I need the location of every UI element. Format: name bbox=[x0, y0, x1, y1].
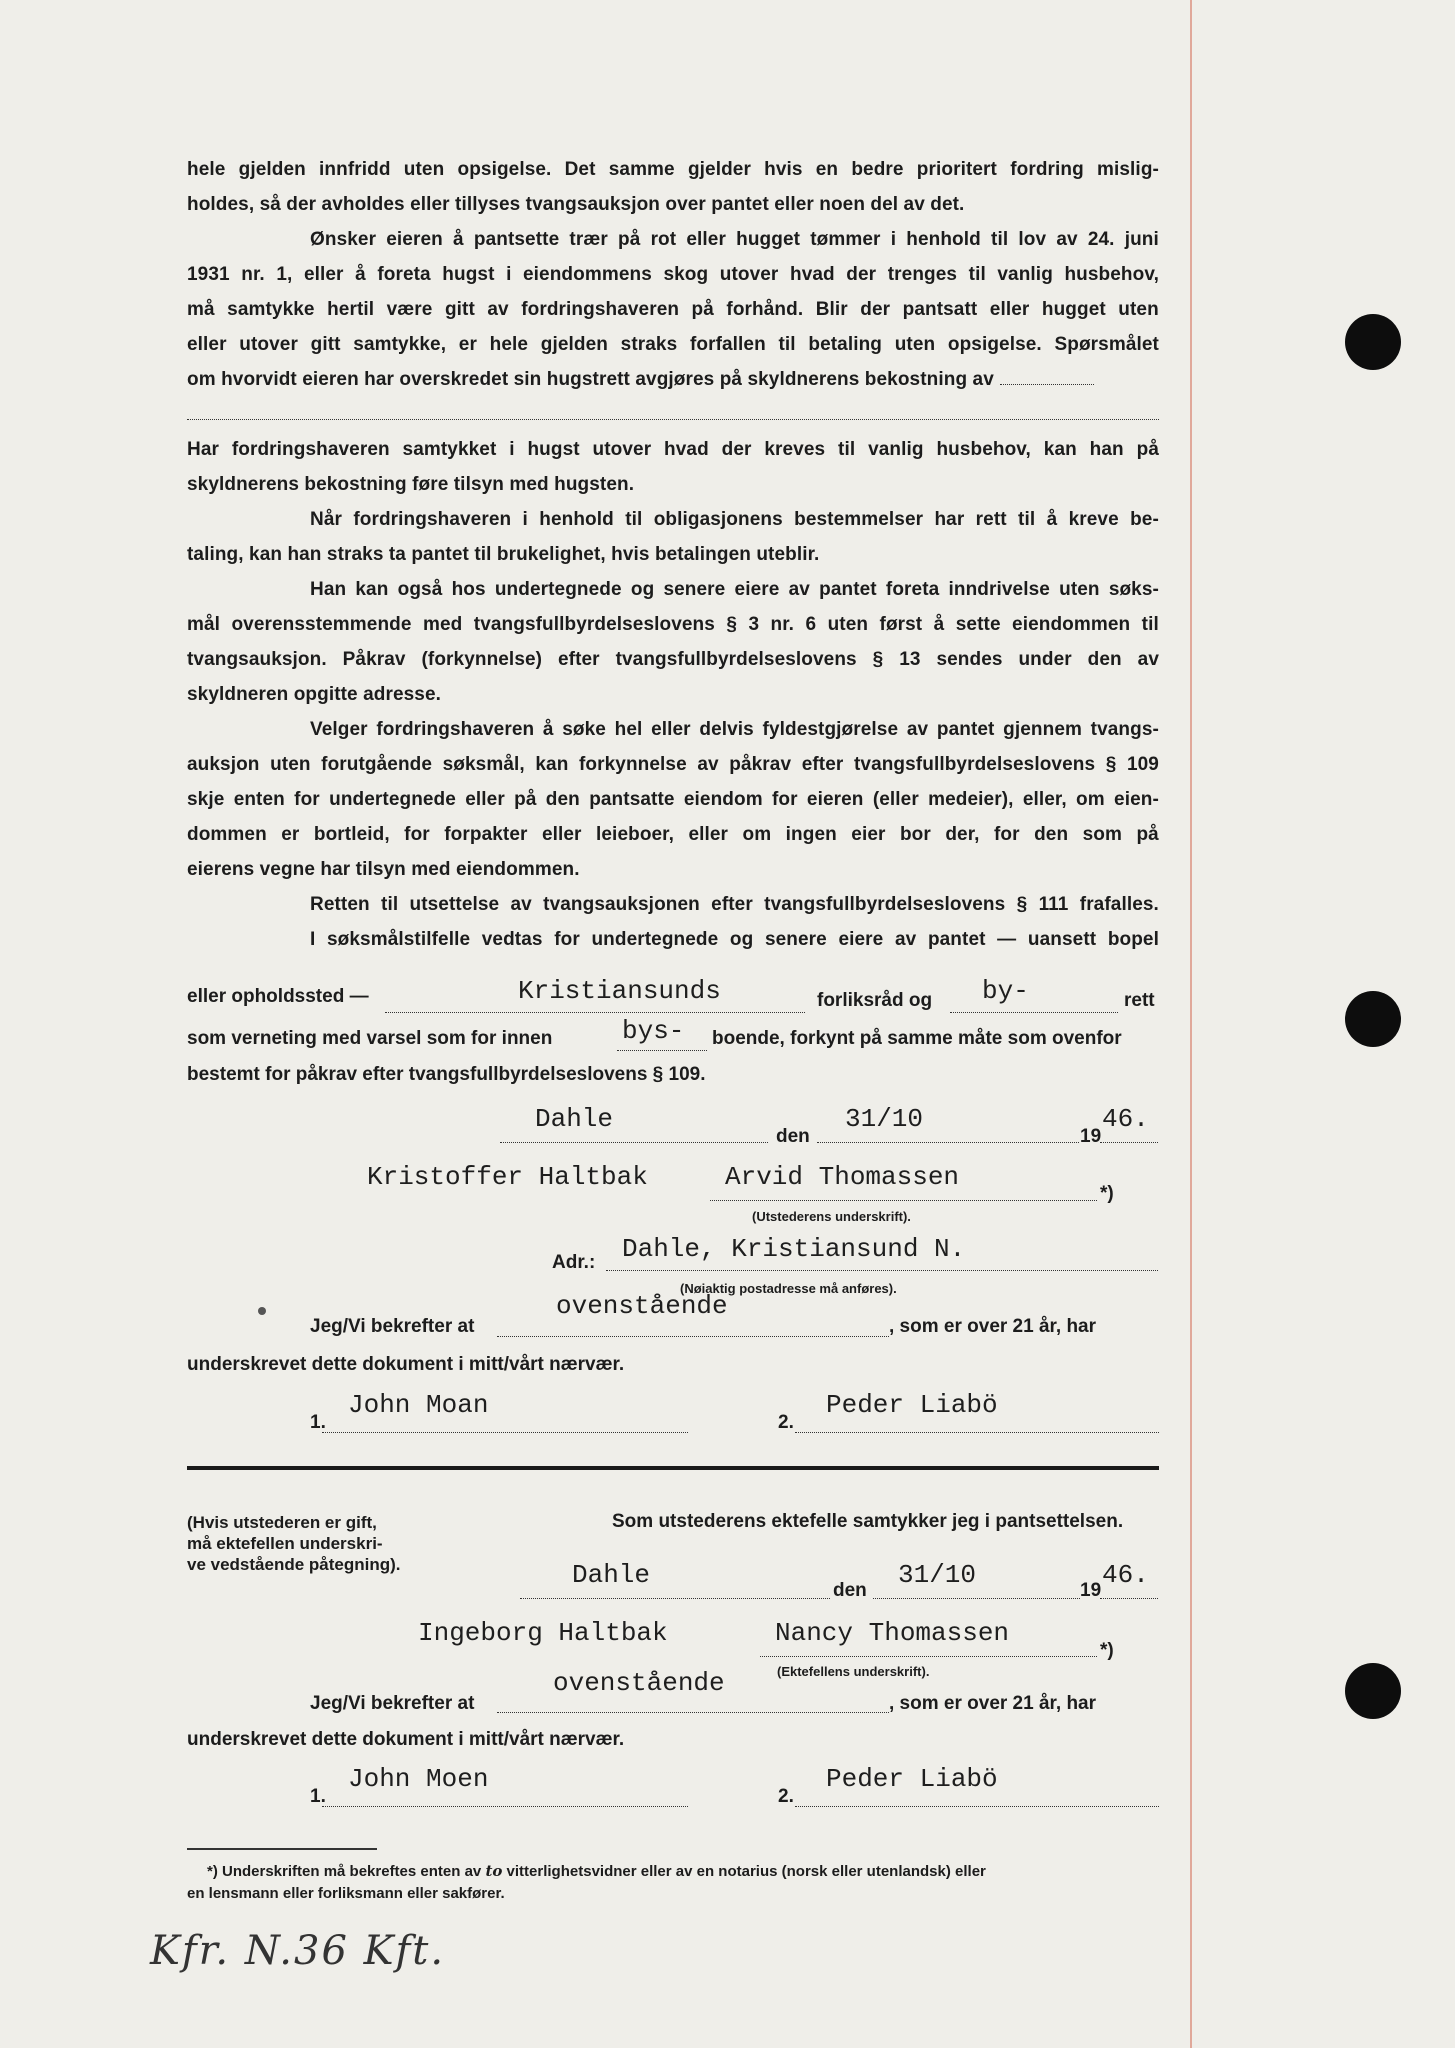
sig1-adr-caption: (Nøiaktig postadresse må anføres). bbox=[680, 1281, 897, 1296]
body-line: I søksmålstilfelle vedtas for undertegnede og senere eiere av pantet — uansett bopel bbox=[310, 929, 1159, 950]
body-line: taling, kan han straks ta pantet til brukelighet, hvis betalingen uteblir. bbox=[187, 544, 820, 565]
venue-mid: forliksråd og bbox=[817, 990, 933, 1011]
body-line: skyldneren opgitte adresse. bbox=[187, 684, 442, 705]
spouse-note-line: (Hvis utstederen er gift, bbox=[187, 1513, 377, 1532]
sig1-year-prefix: 19 bbox=[1080, 1126, 1102, 1147]
spouse-year: 46. bbox=[1102, 1560, 1149, 1590]
spouse-confirm-value: ovenstående bbox=[553, 1668, 725, 1698]
sig1-issuer-b: Arvid Thomassen bbox=[725, 1162, 960, 1192]
body-line: eller utover gitt samtykke, er hele gjelden straks forfallen til betaling uten opsigelse. Spørsmålet bbox=[187, 334, 1159, 355]
venue-court-fill bbox=[385, 1012, 805, 1013]
spouse-w1-fill bbox=[322, 1806, 688, 1807]
venue-type-fill bbox=[950, 1012, 1118, 1013]
venue3: bestemt for påkrav efter tvangsfullbyrdelseslovens § 109. bbox=[187, 1064, 706, 1085]
sig1-place-fill bbox=[500, 1142, 768, 1143]
punch-hole-3 bbox=[1345, 1663, 1401, 1719]
sig1-confirm-value: ovenstående bbox=[556, 1291, 728, 1321]
sig1-issuer-fill bbox=[710, 1200, 1097, 1201]
body-line: Når fordringshaveren i henhold til obligasjonens bestemmelser har rett til å kreve be- bbox=[310, 509, 1159, 530]
body-line: skyldnerens bekostning føre tilsyn med hugsten. bbox=[187, 474, 635, 495]
spouse-w2-num: 2. bbox=[778, 1786, 794, 1807]
footnote bbox=[187, 1860, 986, 1905]
spouse-name-a: Ingeborg Haltbak bbox=[418, 1618, 668, 1648]
sig1-date: 31/10 bbox=[845, 1104, 924, 1134]
spouse-confirm-pre: Jeg/Vi bekrefter at bbox=[310, 1693, 475, 1714]
sig1-confirm-pre: Jeg/Vi bekrefter at bbox=[310, 1316, 475, 1337]
sig1-confirm-fill bbox=[497, 1336, 889, 1337]
sig1-w1-num: 1. bbox=[310, 1412, 326, 1433]
spouse-year-fill bbox=[1100, 1598, 1158, 1599]
margin-line bbox=[1190, 0, 1192, 2048]
spouse-star: *) bbox=[1100, 1640, 1114, 1661]
footnote-line-2: en lensmann eller forliksmann eller sakfører. bbox=[187, 1885, 505, 1902]
section-divider bbox=[187, 1466, 1159, 1470]
body-line: auksjon uten forutgående søksmål, kan forkynnelse av påkrav efter tvangsfullbyrdelseslovens § 109 bbox=[187, 754, 1159, 775]
sig1-w1-fill bbox=[322, 1432, 688, 1433]
spouse-name-fill bbox=[760, 1656, 1097, 1657]
spouse-place: Dahle bbox=[572, 1560, 651, 1590]
venue2-post: boende, forkynt på samme måte som ovenfor bbox=[712, 1028, 1122, 1049]
sig1-adr-label: Adr.: bbox=[552, 1252, 596, 1273]
spouse-note bbox=[187, 1512, 401, 1575]
venue-court-type: by- bbox=[982, 976, 1029, 1006]
body-line: tvangsauksjon. Påkrav (forkynnelse) efter tvangsfullbyrdelseslovens § 13 sendes under den av bbox=[187, 649, 1159, 670]
sig1-w2-num: 2. bbox=[778, 1412, 794, 1433]
body-line: mål overensstemmende med tvangsfullbyrdelseslovens § 3 nr. 6 uten først å sette eiendommen til bbox=[187, 614, 1159, 635]
body-line: Velger fordringshaveren å søke hel eller delvis fyldestgjørelse av pantet gjennem tvangs- bbox=[310, 719, 1159, 740]
footnote-rule bbox=[187, 1848, 377, 1850]
sig1-w2-fill bbox=[795, 1432, 1159, 1433]
venue-court: Kristiansunds bbox=[518, 976, 721, 1006]
spouse-consent: Som utstederens ektefelle samtykker jeg i pantsettelsen. bbox=[612, 1511, 1124, 1532]
venue-post: rett bbox=[1124, 990, 1155, 1011]
spouse-name-b: Nancy Thomassen bbox=[775, 1618, 1010, 1648]
body-line: om hvorvidt eieren har overskredet sin hugstrett avgjøres på skyldnerens bekostning av bbox=[187, 362, 1159, 397]
ink-dot bbox=[258, 1307, 266, 1315]
spouse-confirm-fill bbox=[497, 1712, 889, 1713]
spouse-confirm-line2: underskrevet dette dokument i mitt/vårt nærvær. bbox=[187, 1729, 625, 1750]
venue-pre: eller opholdssted — bbox=[187, 986, 369, 1007]
spouse-confirm-post: , som er over 21 år, har bbox=[889, 1693, 1097, 1714]
spouse-year-prefix: 19 bbox=[1080, 1580, 1102, 1601]
punch-hole-1 bbox=[1345, 314, 1401, 370]
spouse-caption: (Ektefellens underskrift). bbox=[777, 1664, 930, 1679]
sig1-confirm-line2: underskrevet dette dokument i mitt/vårt nærvær. bbox=[187, 1354, 625, 1375]
footnote-line-1: *) Underskriften må bekreftes enten av to vitterlighetsvidner eller av en notarius (norsk eller utenlandsk) eller bbox=[207, 1862, 986, 1880]
body-line: må samtykke hertil være gitt av fordringshaveren på forhånd. Blir der pantsatt eller hugget uten bbox=[187, 299, 1159, 320]
spouse-den: den bbox=[833, 1580, 867, 1601]
spouse-w2-fill bbox=[795, 1806, 1159, 1807]
body-line: skje enten for undertegnede eller på den pantsatte eiendom for eieren (eller medeier), eller, om eien- bbox=[187, 789, 1159, 810]
sig1-date-fill bbox=[817, 1142, 1079, 1143]
sig1-place: Dahle bbox=[535, 1104, 614, 1134]
spouse-note-line: ve vedstående påtegning). bbox=[187, 1555, 401, 1574]
blank-fill-line bbox=[187, 397, 1159, 432]
sig1-star: *) bbox=[1100, 1183, 1114, 1204]
sig1-year-fill bbox=[1100, 1142, 1158, 1143]
body-line: holdes, så der avholdes eller tillyses tvangsauksjon over pantet eller noen del av det. bbox=[187, 194, 965, 215]
spouse-witness-2: Peder Liabö bbox=[826, 1764, 998, 1794]
handwritten-note: Kfr. N.36 Kft. bbox=[150, 1928, 446, 1974]
body-line: Retten til utsettelse av tvangsauksjonen efter tvangsfullbyrdelseslovens § 111 frafalles. bbox=[310, 894, 1159, 915]
body-line: hele gjelden innfridd uten opsigelse. Det samme gjelder hvis en bedre prioritert fordring mislig- bbox=[187, 159, 1159, 180]
sig1-den: den bbox=[776, 1126, 810, 1147]
body-text bbox=[187, 152, 1159, 957]
sig1-year: 46. bbox=[1102, 1104, 1149, 1134]
sig1-issuer-a: Kristoffer Haltbak bbox=[367, 1162, 648, 1192]
body-line: dommen er bortleid, for forpakter eller leieboer, eller om ingen eier bor der, for den som på bbox=[187, 824, 1159, 845]
venue2-pre: som verneting med varsel som for innen bbox=[187, 1028, 553, 1049]
spouse-witness-1: John Moen bbox=[348, 1764, 489, 1794]
venue2-area: bys- bbox=[622, 1016, 685, 1046]
spouse-note-line: må ektefellen underskri- bbox=[187, 1534, 383, 1553]
sig1-address: Dahle, Kristiansund N. bbox=[622, 1234, 966, 1264]
spouse-date-fill bbox=[873, 1598, 1080, 1599]
sig1-witness-2: Peder Liabö bbox=[826, 1390, 998, 1420]
venue2-fill bbox=[617, 1050, 707, 1051]
sig1-confirm-post: , som er over 21 år, har bbox=[889, 1316, 1097, 1337]
spouse-date: 31/10 bbox=[898, 1560, 977, 1590]
sig1-issuer-caption: (Utstederens underskrift). bbox=[752, 1209, 911, 1224]
body-line: Han kan også hos undertegnede og senere eiere av pantet foreta inndrivelse uten søks- bbox=[310, 579, 1159, 600]
punch-hole-2 bbox=[1345, 991, 1401, 1047]
spouse-w1-num: 1. bbox=[310, 1786, 326, 1807]
body-line: 1931 nr. 1, eller å foreta hugst i eiendommens skog utover hvad der trenges til vanlig husbehov, bbox=[187, 264, 1159, 285]
body-line: Ønsker eieren å pantsette trær på rot eller hugget tømmer i henhold til lov av 24. juni bbox=[310, 229, 1159, 250]
sig1-witness-1: John Moan bbox=[348, 1390, 489, 1420]
body-line: eierens vegne har tilsyn med eiendommen. bbox=[187, 859, 580, 880]
spouse-place-fill bbox=[520, 1598, 830, 1599]
sig1-address-fill bbox=[606, 1270, 1158, 1271]
body-line: Har fordringshaveren samtykket i hugst utover hvad der kreves til vanlig husbehov, kan han på bbox=[187, 439, 1159, 460]
